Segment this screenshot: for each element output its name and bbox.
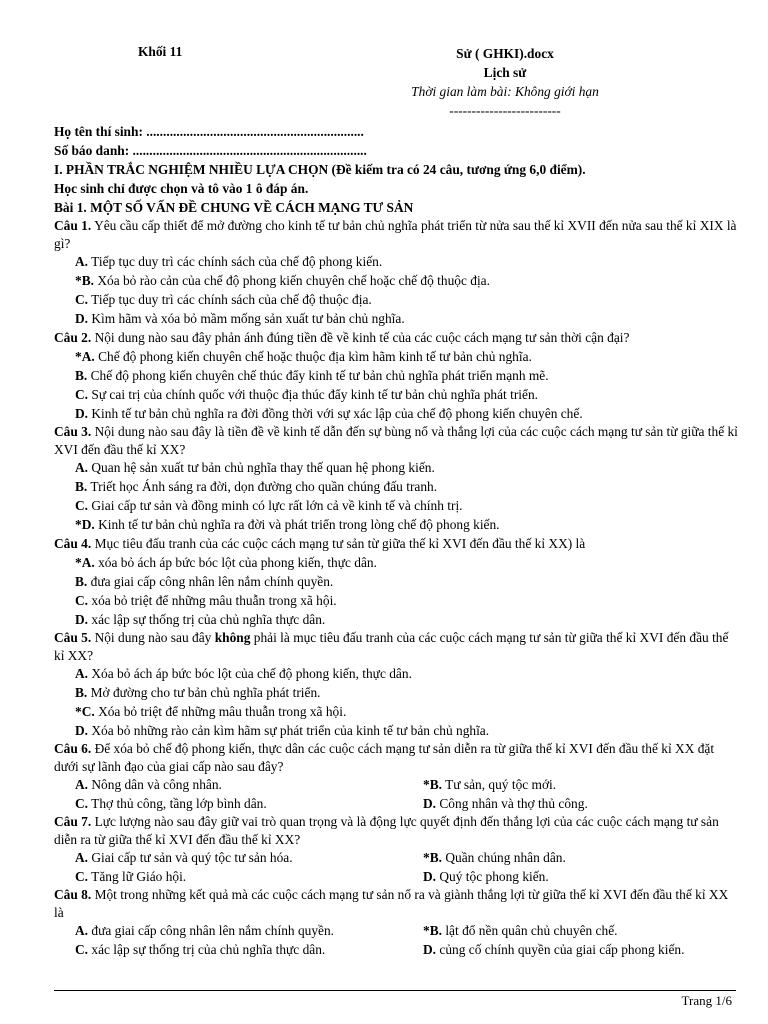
question-label: Câu 8.	[54, 887, 92, 902]
option-key: D.	[423, 796, 437, 811]
option-text: đưa giai cấp công nhân lên nắm chính quyền.	[87, 574, 334, 589]
question-4	[54, 534, 738, 629]
option-c	[54, 385, 738, 404]
section-title: I. PHẦN TRẮC NGHIỆM NHIỀU LỰA CHỌN (Đề kiếm tra có 24 câu, tương ứng 6,0 điểm).	[54, 162, 586, 177]
option-b	[54, 271, 738, 290]
option-text: Chế độ phong kiến chuyên chế thúc đẩy kinh tế tư bản chủ nghĩa phát triển mạnh mẽ.	[87, 368, 549, 383]
option-text: đưa giai cấp công nhân lên nắm chính quyền.	[88, 923, 335, 938]
option-key: C.	[75, 292, 89, 307]
question-1	[54, 217, 738, 328]
option-text: Chế độ phong kiến chuyên chế hoặc thuộc địa kìm hãm kinh tế tư bản chủ nghĩa.	[94, 349, 532, 364]
option-c	[75, 794, 423, 813]
option-b	[423, 775, 733, 794]
option-key: D.	[75, 723, 89, 738]
option-text: Quần chúng nhân dân.	[441, 850, 566, 865]
option-text: Xóa bỏ rào cản của chế độ phong kiến chuyên chế hoặc chế độ thuộc địa.	[93, 273, 490, 288]
option-key: A.	[75, 850, 89, 865]
question-stem	[54, 534, 738, 553]
option-key: A.	[75, 923, 89, 938]
option-row	[54, 775, 738, 794]
student-name-field: Họ tên thí sinh: .................................................................	[54, 124, 364, 139]
option-d	[54, 721, 738, 740]
question-text: Lực lượng nào sau đây giữ vai trò quan trọng và là động lực quyết định đến thắng lợi của các cuộc cách mạng tư sản diễn ra từ giữa thế kỉ XVI đến đầu thế kỉ XX?	[54, 814, 719, 847]
option-a	[75, 848, 423, 867]
option-a	[54, 664, 738, 683]
option-a	[54, 347, 738, 366]
option-row	[54, 940, 738, 959]
option-key: *D.	[75, 517, 95, 532]
section-instruction: Học sinh chỉ được chọn và tô vào 1 ô đáp án.	[54, 181, 309, 196]
question-text: Một trong những kết quả mà các cuộc cách mạng tư sản nổ ra và giành thắng lợi từ giữa thế kỉ XVI đến đầu thế kỉ XX là	[54, 887, 729, 920]
option-text: Xóa bỏ ách áp bức bóc lột của chế độ phong kiến, thực dân.	[88, 666, 412, 681]
question-stem	[54, 813, 738, 848]
option-text: Mở đường cho tư bản chủ nghĩa phát triển.	[87, 685, 321, 700]
question-stem	[54, 740, 738, 775]
question-text: Nội dung nào sau đây	[91, 630, 215, 645]
option-c	[54, 591, 738, 610]
question-text: Mục tiêu đấu tranh của các cuộc cách mạng tư sản từ giữa thế kỉ XVI đến đầu thế kỉ XX) là	[91, 536, 586, 551]
option-key: B.	[75, 685, 88, 700]
option-a	[54, 458, 738, 477]
option-c	[54, 290, 738, 309]
question-label: Câu 2.	[54, 330, 92, 345]
question-7	[54, 813, 738, 886]
option-text: Nông dân và công nhân.	[88, 777, 222, 792]
option-key: A.	[75, 254, 89, 269]
question-text: phải là mục tiêu đấu tranh của các cuộc cách mạng tư sản từ giữa thế kỉ XVI đến đầu thế kỉ XX?	[54, 630, 729, 663]
question-2	[54, 328, 738, 423]
option-text: Tiếp tục duy trì các chính sách của chế độ phong kiến.	[88, 254, 383, 269]
option-text: Sự cai trị của chính quốc với thuộc địa thúc đẩy kinh tế tư bản chủ nghĩa phát triển.	[88, 387, 539, 402]
option-text: Giai cấp tư sản và quý tộc tư sản hóa.	[88, 850, 293, 865]
option-d	[54, 610, 738, 629]
option-row	[54, 921, 738, 940]
option-b	[54, 366, 738, 385]
option-key: *B.	[423, 777, 442, 792]
subject-title: Lịch sử	[483, 65, 527, 80]
lesson-title: Bài 1. MỘT SỐ VẤN ĐỀ CHUNG VỀ CÁCH MẠNG TƯ SẢN	[54, 200, 414, 215]
option-c	[54, 496, 738, 515]
option-text: Xóa bỏ những rào cản kìm hãm sự phát triển của kinh tế tư bản chủ nghĩa.	[88, 723, 490, 738]
option-text: củng cố chính quyền của giai cấp phong kiến.	[436, 942, 685, 957]
option-text: Quý tộc phong kiến.	[436, 869, 549, 884]
option-text: Kinh tế tư bản chủ nghĩa ra đời và phát triển trong lòng chế độ phong kiến.	[94, 517, 500, 532]
question-6	[54, 740, 738, 813]
option-text: Xóa bỏ triệt để những mâu thuẫn trong xã hội.	[94, 704, 347, 719]
option-c	[75, 867, 423, 886]
option-key: C.	[75, 942, 89, 957]
option-c	[75, 940, 423, 959]
option-b	[54, 477, 738, 496]
question-text: Nội dung nào sau đây là tiền đề về kinh tế dẫn đến sự bùng nổ và thắng lợi của các cuộc cách mạng tư sản từ giữa thế kỉ XVI đến đầu thế kỉ XX?	[54, 424, 738, 457]
option-a	[54, 553, 738, 572]
option-key: A.	[75, 777, 89, 792]
option-key: D.	[75, 612, 89, 627]
question-5	[54, 629, 738, 740]
option-text: xóa bỏ triệt để những mâu thuẫn trong xã hội.	[88, 593, 337, 608]
option-b	[423, 848, 733, 867]
option-key: C.	[75, 498, 89, 513]
option-b	[423, 921, 733, 940]
file-title: Sử ( GHKI).docx	[456, 46, 554, 61]
option-d	[423, 794, 733, 813]
option-row	[54, 867, 738, 886]
option-key: C.	[75, 869, 89, 884]
student-id-field: Số báo danh: ......................................................................	[54, 143, 367, 158]
header-right-block	[360, 44, 650, 120]
option-text: Kinh tế tư bản chủ nghĩa ra đời đồng thời với sự xác lập của chế độ phong kiến chuyên chế.	[88, 406, 583, 421]
option-text: Tiếp tục duy trì các chính sách của chế độ thuộc địa.	[88, 292, 372, 307]
option-row	[54, 794, 738, 813]
question-stem	[54, 629, 738, 664]
option-text: Thợ thủ công, tầng lớp bình dân.	[88, 796, 267, 811]
option-text: Triết học Ánh sáng ra đời, dọn đường cho quần chúng đấu tranh.	[87, 479, 438, 494]
option-text: Quan hệ sản xuất tư bản chủ nghĩa thay thế quan hệ phong kiến.	[88, 460, 435, 475]
option-b	[54, 572, 738, 591]
question-label: Câu 5.	[54, 630, 92, 645]
question-3	[54, 423, 738, 534]
option-a	[75, 775, 423, 794]
option-text: Tư sản, quý tộc mới.	[441, 777, 557, 792]
option-key: B.	[75, 368, 88, 383]
option-key: B.	[75, 479, 88, 494]
question-label: Câu 6.	[54, 741, 92, 756]
option-key: D.	[423, 942, 437, 957]
option-key: C.	[75, 593, 89, 608]
option-text: Tăng lữ Giáo hội.	[88, 869, 187, 884]
option-d	[423, 867, 733, 886]
option-key: *A.	[75, 349, 95, 364]
option-text: Kìm hãm và xóa bỏ mầm mống sản xuất tư bản chủ nghĩa.	[88, 311, 405, 326]
footer-divider	[54, 990, 736, 991]
option-d	[54, 404, 738, 423]
option-a	[54, 252, 738, 271]
option-key: C.	[75, 796, 89, 811]
option-b	[54, 683, 738, 702]
option-row	[54, 848, 738, 867]
option-d	[54, 515, 738, 534]
option-key: B.	[75, 574, 88, 589]
option-key: D.	[423, 869, 437, 884]
exam-content	[54, 122, 738, 959]
question-stem	[54, 217, 738, 252]
option-key: D.	[75, 311, 89, 326]
option-a	[75, 921, 423, 940]
question-label: Câu 7.	[54, 814, 92, 829]
question-stem	[54, 886, 738, 921]
option-text: xác lập sự thống trị của chủ nghĩa thực dân.	[88, 612, 326, 627]
time-limit: Thời gian làm bài: Không giới hạn	[411, 84, 599, 99]
question-label: Câu 1.	[54, 218, 92, 233]
question-stem	[54, 328, 738, 347]
option-text: Giai cấp tư sản và đồng minh có lực rất lớn cả về kinh tế và chính trị.	[88, 498, 463, 513]
option-key: *B.	[423, 850, 442, 865]
question-text: Nội dung nào sau đây phản ánh đúng tiền đề về kinh tế của các cuộc cách mạng tư sản thời cận đại?	[91, 330, 630, 345]
question-label: Câu 3.	[54, 424, 92, 439]
option-c	[54, 702, 738, 721]
question-emphasis: không	[214, 630, 251, 645]
option-key: *B.	[75, 273, 94, 288]
question-label: Câu 4.	[54, 536, 92, 551]
question-text: Yêu cầu cấp thiết để mở đường cho kinh tế tư bản chủ nghĩa phát triển từ nửa sau thế kỉ XVII đến nửa sau thế kỉ XIX là gì?	[54, 218, 737, 251]
option-d	[423, 940, 733, 959]
page-number: Trang 1/6	[681, 993, 732, 1008]
document-header	[0, 44, 768, 120]
question-stem	[54, 423, 738, 458]
option-key: A.	[75, 460, 89, 475]
option-key: *C.	[75, 704, 95, 719]
option-text: lật đổ nền quân chủ chuyên chế.	[441, 923, 618, 938]
header-divider: -------------------------	[449, 103, 561, 118]
option-d	[54, 309, 738, 328]
option-key: A.	[75, 666, 89, 681]
option-key: *A.	[75, 555, 95, 570]
option-text: xóa bỏ ách áp bức bóc lột của phong kiến, thực dân.	[94, 555, 377, 570]
question-text: Để xóa bỏ chế độ phong kiến, thực dân các cuộc cách mạng tư sản diễn ra từ giữa thế kỉ XVI đến đầu thế kỉ XX đặt dưới sự lãnh đạo của giai cấp nào sau đây?	[54, 741, 715, 774]
option-key: D.	[75, 406, 89, 421]
option-key: *B.	[423, 923, 442, 938]
grade-label: Khối 11	[138, 44, 183, 59]
option-text: Công nhân và thợ thủ công.	[436, 796, 588, 811]
question-8	[54, 886, 738, 959]
option-key: C.	[75, 387, 89, 402]
option-text: xác lập sự thống trị của chủ nghĩa thực dân.	[88, 942, 326, 957]
